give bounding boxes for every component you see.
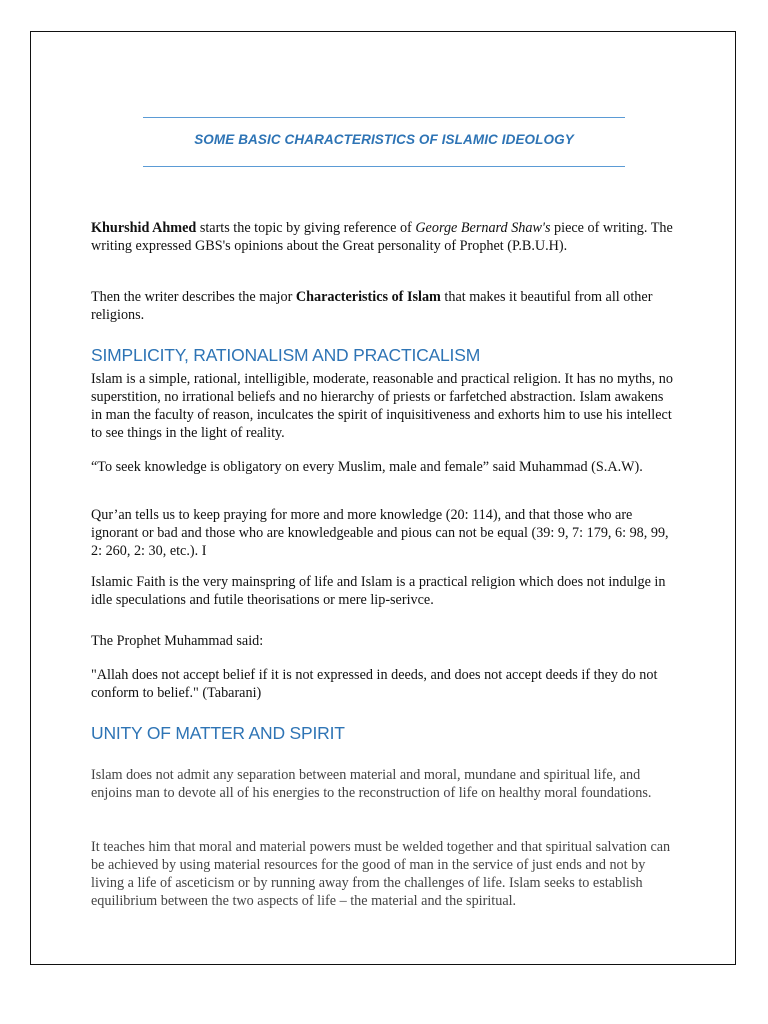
characteristics-phrase: Characteristics of Islam xyxy=(295,289,441,305)
intro-paragraph-2 xyxy=(91,288,673,324)
section2-paragraph-2: It teaches him that moral and material powers must be welded together and that spiritual salvation can be achieved by using material resources for the good of man in the service of just ends and not by living a life of asceticism or by running away from the challenges of life. Islam seeks to establish equilibrium between the two aspects of life – the material and the spiritual. xyxy=(91,839,671,909)
section1-paragraph-3: Qur’an tells us to keep praying for more and more knowledge (20: 114), and that those who are ignorant or bad and those who are knowledgeable and pious can not be equal (39: 9, 7: 179, 6: 98, 99, 2: 260, 2: 30, etc.). I xyxy=(91,507,669,559)
section-heading-unity: UNITY OF MATTER AND SPIRIT xyxy=(91,723,345,743)
document-page xyxy=(30,31,736,965)
intro-text: Then the writer describes the major xyxy=(91,289,296,305)
section-heading-simplicity: SIMPLICITY, RATIONALISM AND PRACTICALISM xyxy=(91,345,481,365)
intro-text: piece of writing. The writing expressed GBS's opinions about the Great personality of Prophet (P.B.U.H). xyxy=(91,220,673,254)
document-title: SOME BASIC CHARACTERISTICS OF ISLAMIC IDEOLOGY xyxy=(194,132,574,147)
section2-paragraph-1: Islam does not admit any separation between material and moral, mundane and spiritual life, and enjoins man to devote all of his energies to the reconstruction of life on healthy moral foundations. xyxy=(91,767,652,801)
author-name: Khurshid Ahmed xyxy=(91,220,197,236)
intro-paragraph-1 xyxy=(91,219,673,255)
section1-paragraph-5: The Prophet Muhammad said: xyxy=(91,633,264,649)
section1-paragraph-1: Islam is a simple, rational, intelligible, moderate, reasonable and practical religion. It has no myths, no superstition, no irrational beliefs and no hierarchy of priests or farfetched abstraction. Islam awakens in man the faculty of reason, inculcates the spirit of inquisitiveness and exhorts him to use his intellect to see things in the light of reality. xyxy=(91,371,673,441)
section1-paragraph-4: Islamic Faith is the very mainspring of life and Islam is a practical religion which does not indulge in idle speculations and futile theorisations or mere lip-serivce. xyxy=(91,574,666,608)
title-bottom-rule xyxy=(143,166,625,167)
reference-name: George Bernard Shaw's xyxy=(415,220,551,236)
intro-text: that makes it beautiful from all other religions. xyxy=(91,289,653,323)
section1-quote: “To seek knowledge is obligatory on every Muslim, male and female” said Muhammad (S.A.W). xyxy=(91,459,643,475)
title-top-rule xyxy=(143,117,625,118)
intro-text: starts the topic by giving reference of xyxy=(196,220,416,236)
section1-hadith: "Allah does not accept belief if it is not expressed in deeds, and does not accept deeds if they do not conform to belief." (Tabarani) xyxy=(91,667,658,701)
